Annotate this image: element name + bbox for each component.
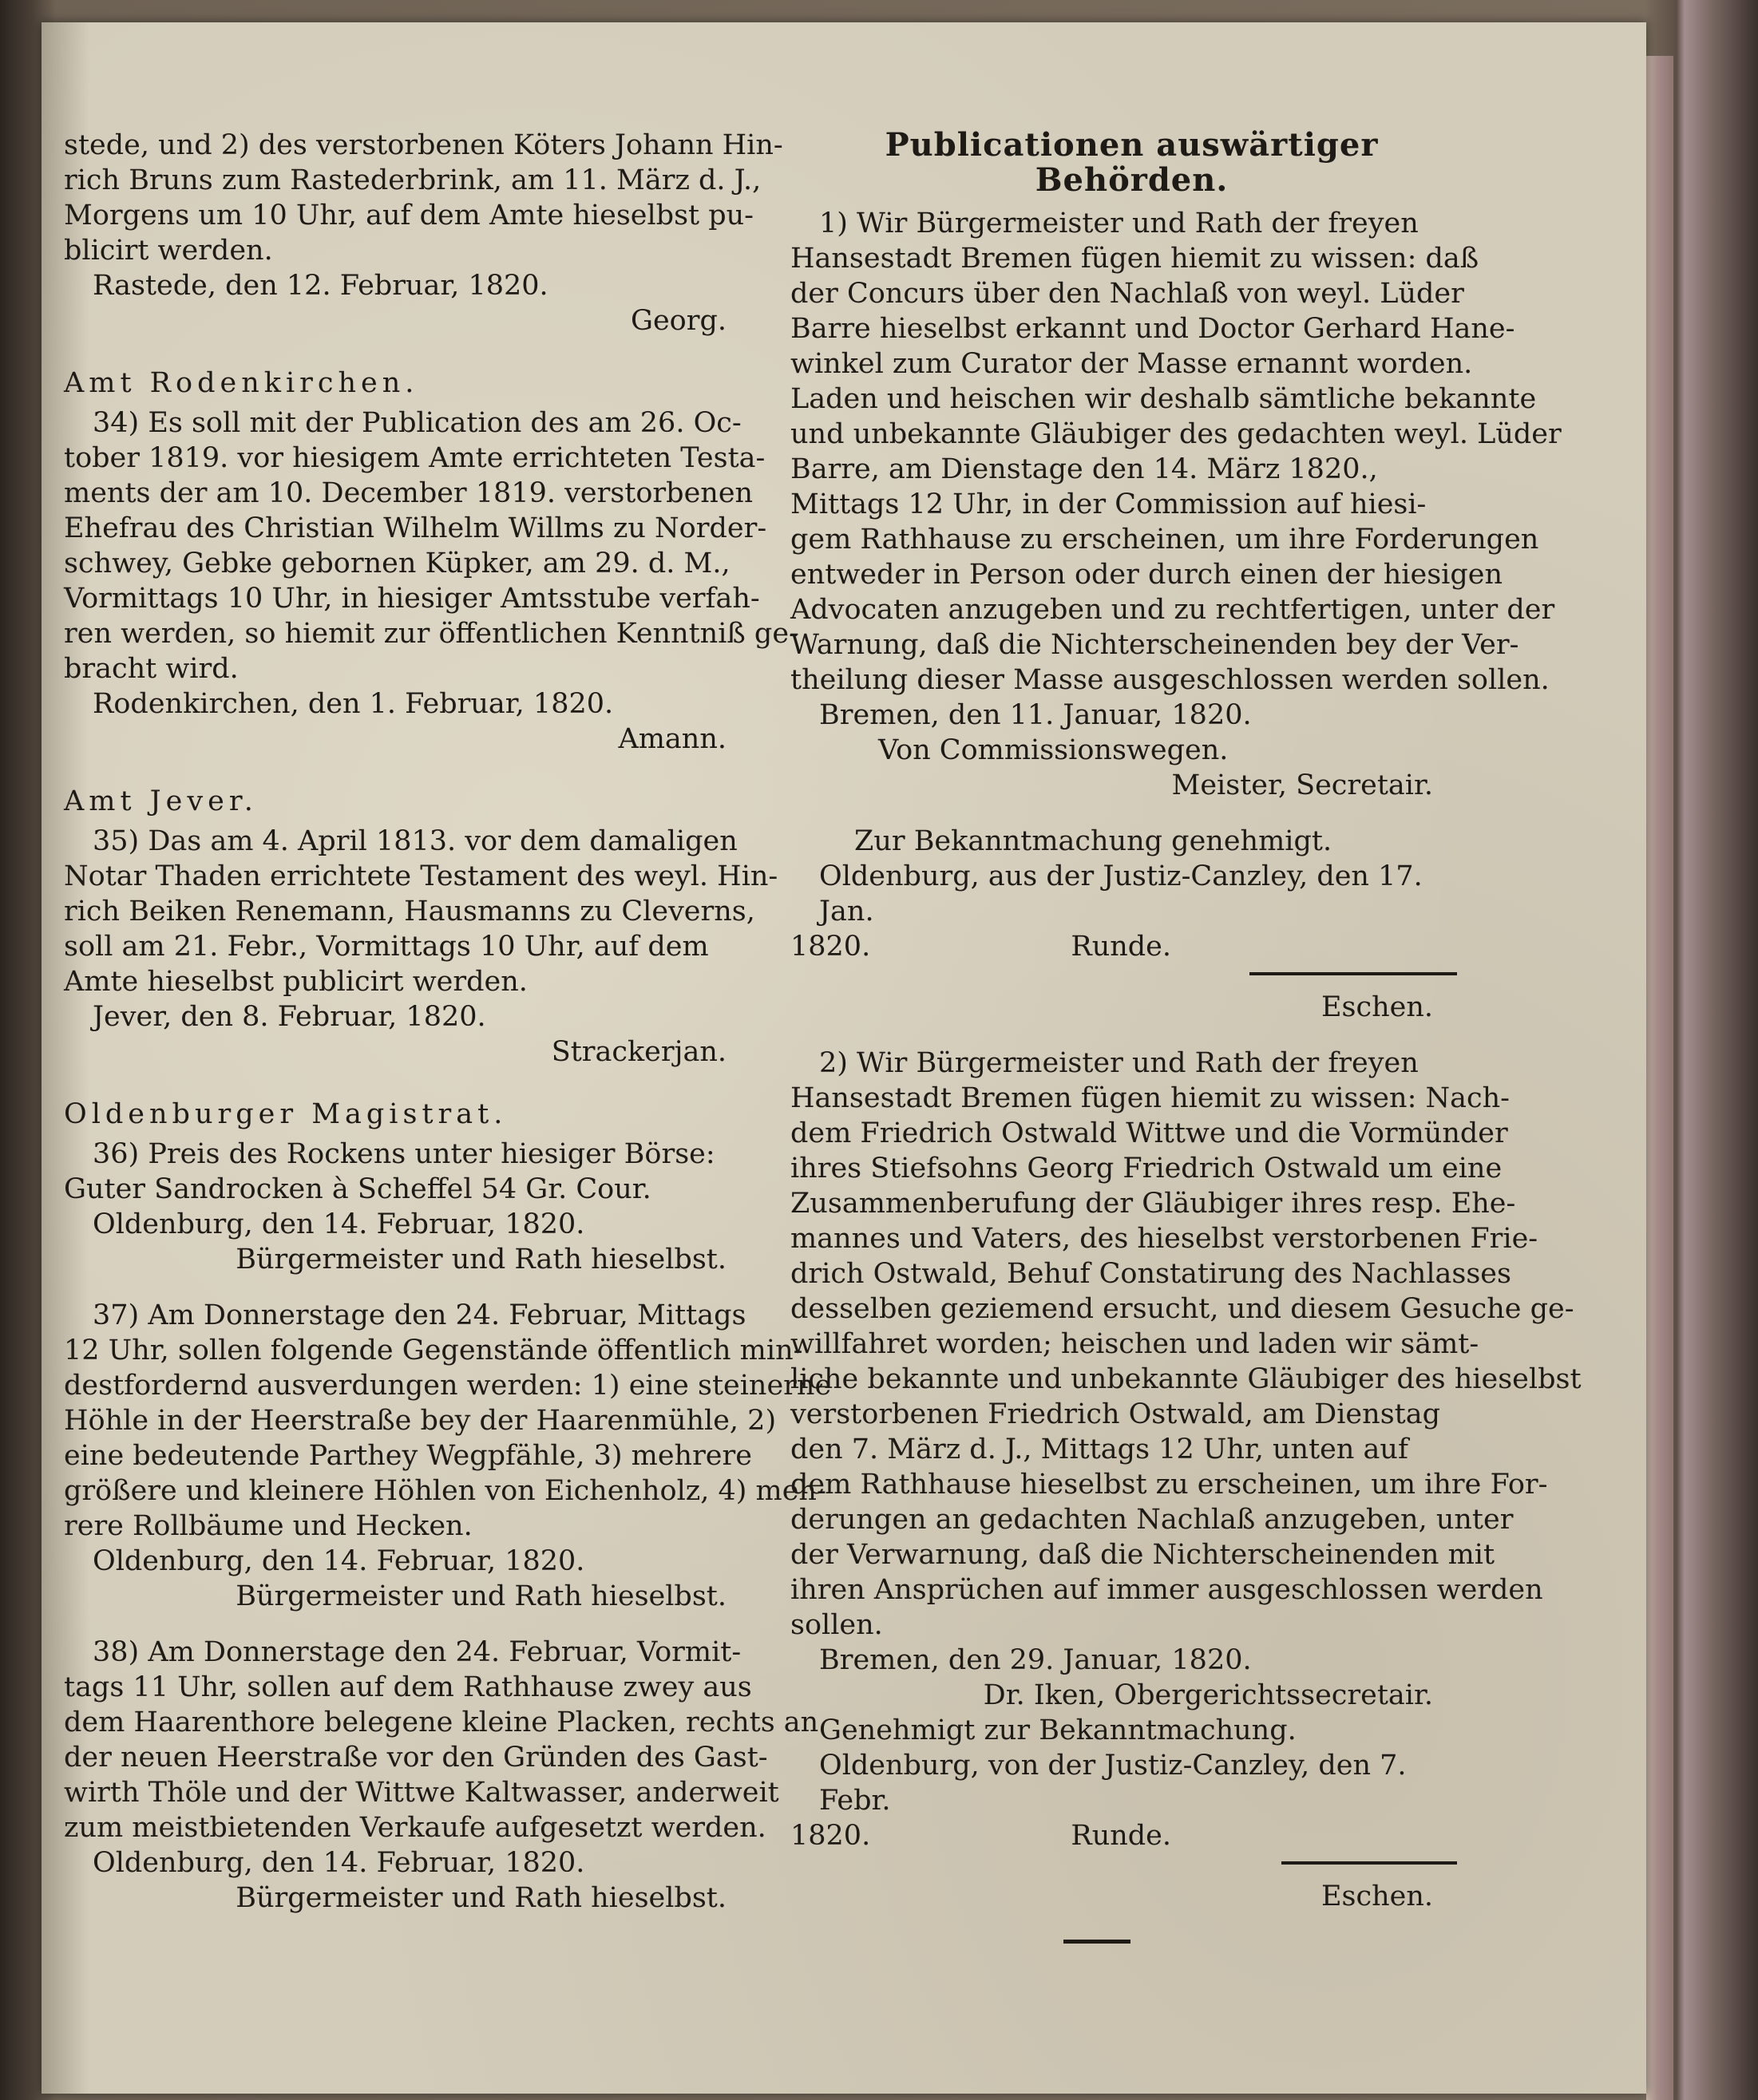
countersign: Eschen. (1320, 1881, 1433, 1912)
text-line: der neuen Heerstraße vor den Gründen des Gast- (64, 1742, 768, 1774)
text-line: 35) Das am 4. April 1813. vor dem damaligen (93, 825, 738, 857)
text-line: zum meistbietenden Verkaufe aufgesetzt werden. (64, 1812, 766, 1844)
notice-paragraph (64, 405, 798, 686)
place-date: Rodenkirchen, den 1. Februar, 1820. (93, 688, 614, 720)
text-line: mannes und Vaters, des hieselbst verstorbenen Frie- (790, 1223, 1538, 1255)
signature: Amann. (618, 723, 727, 755)
text-line: derungen an gedachten Nachlaß anzugeben, unter (790, 1504, 1514, 1536)
right-column (790, 126, 1582, 1914)
text-line: tober 1819. vor hiesigem Amte errichteten Testa- (64, 442, 766, 474)
text-line: Morgens um 10 Uhr, auf dem Amte hieselbst pu- (64, 200, 754, 231)
text-line: rich Bruns zum Rastederbrink, am 11. März d. J., (64, 164, 762, 196)
text-line: theilung dieser Masse ausgeschlossen werden sollen. (790, 664, 1550, 696)
chancery-year-line (790, 931, 1171, 963)
text-line: Barre hieselbst erkannt und Doctor Gerhard Hane- (790, 313, 1515, 345)
text-line: gem Rathhause zu erscheinen, um ihre Forderungen (790, 524, 1539, 556)
approval-line: Genehmigt zur Bekanntmachung. (819, 1714, 1297, 1746)
place-date: Oldenburg, den 14. Februar, 1820. (93, 1208, 585, 1240)
text-line: dem Rathhause hieselbst zu erscheinen, um ihre For- (790, 1469, 1548, 1501)
chancery-year: 1820. (790, 931, 871, 963)
end-rule (1063, 1940, 1130, 1944)
page-edge (1646, 56, 1673, 2100)
text-line: dem Friedrich Ostwald Wittwe und die Vormünder (790, 1117, 1508, 1149)
text-line: den 7. März d. J., Mittags 12 Uhr, unten auf (790, 1434, 1408, 1465)
text-line: Guter Sandrocken à Scheffel 54 Gr. Cour. (64, 1173, 651, 1205)
chancery-line: Oldenburg, von der Justiz-Canzley, den 7. Febr. (819, 1750, 1407, 1817)
notice-paragraph (64, 1137, 766, 1207)
section-heading: Amt Rodenkirchen. (64, 367, 419, 399)
intro-paragraph (64, 128, 783, 268)
place-date: Bremen, den 29. Januar, 1820. (819, 1644, 1252, 1676)
chancery-year-line (790, 1820, 1171, 1852)
text-line: 37) Am Donnerstage den 24. Februar, Mittags (93, 1299, 746, 1331)
text-line: desselben geziemend ersucht, und diesem Gesuche ge- (790, 1293, 1574, 1325)
signature: Georg. (630, 305, 727, 337)
text-line: Advocaten anzugeben und zu rechtfertigen, unter der (790, 594, 1555, 626)
text-line: der Concurs über den Nachlaß von weyl. Lüder (790, 278, 1464, 310)
text-line: sollen. (790, 1609, 883, 1641)
text-line: 34) Es soll mit der Publication des am 26. Oc- (93, 407, 742, 439)
section-heading: Oldenburger Magistrat. (64, 1098, 508, 1130)
text-line: Barre, am Dienstage den 14. März 1820., (790, 453, 1378, 485)
text-line: Warnung, daß die Nichterscheinenden bey der Ver- (790, 629, 1519, 661)
place-date: Rastede, den 12. Februar, 1820. (93, 270, 548, 302)
left-column (64, 128, 832, 1916)
text-line: Zusammenberufung der Gläubiger ihres resp. Ehe- (790, 1188, 1516, 1220)
chancery-name: Runde. (1071, 931, 1172, 963)
text-line: rich Beiken Renemann, Hausmanns zu Cleverns, (64, 896, 755, 927)
chancery-year: 1820. (790, 1820, 871, 1852)
text-line: stede, und 2) des verstorbenen Köters Johann Hin- (64, 129, 783, 161)
text-line: Ehefrau des Christian Wilhelm Willms zu Norder- (64, 512, 767, 544)
text-line: und unbekannte Gläubiger des gedachten weyl. Lüder (790, 418, 1562, 450)
text-line: Amte hieselbst publicirt werden. (64, 966, 528, 998)
text-line: größere und kleinere Höhlen von Eichenholz, 4) meh- (64, 1475, 826, 1507)
signature: Bürgermeister und Rath hieselbst. (236, 1882, 727, 1914)
place-date: Jever, den 8. Februar, 1820. (93, 1001, 486, 1033)
signature: Dr. Iken, Obergerichtssecretair. (983, 1679, 1433, 1711)
text-line: bracht wird. (64, 653, 239, 685)
notice-paragraph (64, 1635, 819, 1845)
text-line: wirth Thöle und der Wittwe Kaltwasser, anderweit (64, 1777, 779, 1809)
approval-line: Zur Bekanntmachung genehmigt. (854, 825, 1332, 857)
place-date: Bremen, den 11. Januar, 1820. (819, 699, 1252, 731)
notice-paragraph (790, 206, 1562, 698)
text-line: tags 11 Uhr, sollen auf dem Rathhause zwey aus (64, 1671, 752, 1703)
text-line: 1) Wir Bürgermeister und Rath der freyen (819, 208, 1419, 239)
chancery-line: Oldenburg, aus der Justiz-Canzley, den 17. Jan. (819, 860, 1423, 927)
column-heading: Publicationen auswärtiger Behörden. (885, 126, 1379, 199)
text-line: schwey, Gebke gebornen Küpker, am 29. d. M., (64, 548, 731, 579)
text-line: ihres Stiefsohns Georg Friedrich Ostwald um eine (790, 1153, 1503, 1184)
text-line: 12 Uhr, sollen folgende Gegenstände öffentlich min- (64, 1335, 803, 1366)
text-line: eine bedeutende Parthey Wegpfähle, 3) mehrere (64, 1440, 752, 1472)
text-line: 36) Preis des Rockens unter hiesiger Börse: (93, 1138, 715, 1170)
countersign: Eschen. (1320, 991, 1433, 1023)
text-line: Hansestadt Bremen fügen hiemit zu wissen: daß (790, 243, 1479, 275)
signature: Strackerjan. (551, 1036, 727, 1068)
text-line: soll am 21. Febr., Vormittags 10 Uhr, auf dem (64, 931, 709, 963)
text-line: rere Rollbäume und Hecken. (64, 1510, 473, 1542)
notice-paragraph (790, 1046, 1582, 1643)
text-line: Höhle in der Heerstraße bey der Haarenmühle, 2) (64, 1405, 777, 1437)
text-line: winkel zum Curator der Masse ernannt worden. (790, 348, 1473, 380)
text-line: ments der am 10. December 1819. verstorbenen (64, 477, 754, 509)
notice-paragraph (64, 1298, 832, 1544)
text-line: Notar Thaden errichtete Testament des weyl. Hin- (64, 860, 778, 892)
text-line: Laden und heischen wir deshalb sämtliche bekannte (790, 383, 1537, 415)
text-line: ihren Ansprüchen auf immer ausgeschlossen werden (790, 1574, 1543, 1606)
text-line: verstorbenen Friedrich Ostwald, am Dienstag (790, 1398, 1440, 1430)
divider-rule (1281, 1861, 1457, 1865)
chancery-name: Runde. (1071, 1820, 1172, 1852)
place-date: Oldenburg, den 14. Februar, 1820. (93, 1847, 585, 1879)
signature: Bürgermeister und Rath hieselbst. (236, 1580, 727, 1612)
commission-line: Von Commissionswegen. (878, 734, 1229, 766)
text-line: Vormittags 10 Uhr, in hiesiger Amtsstube verfah- (64, 583, 760, 615)
notice-paragraph (64, 824, 778, 999)
text-line: willfahret worden; heischen und laden wir sämt- (790, 1328, 1479, 1360)
text-line: entweder in Person oder durch einen der hiesigen (790, 559, 1503, 591)
text-line: drich Ostwald, Behuf Constatirung des Nachlasses (790, 1258, 1511, 1290)
divider-rule (1249, 972, 1457, 975)
text-line: dem Haarenthore belegene kleine Placken, rechts an (64, 1706, 819, 1738)
signature: Meister, Secretair. (1171, 769, 1433, 801)
text-line: Mittags 12 Uhr, in der Commission auf hiesi- (790, 488, 1427, 520)
signature: Bürgermeister und Rath hieselbst. (236, 1244, 727, 1275)
place-date: Oldenburg, den 14. Februar, 1820. (93, 1545, 585, 1577)
text-line: destfordernd ausverdungen werden: 1) eine steinerne (64, 1370, 832, 1402)
text-line: Hansestadt Bremen fügen hiemit zu wissen: Nach- (790, 1082, 1510, 1114)
text-line: ren werden, so hiemit zur öffentlichen Kenntniß ge- (64, 618, 798, 650)
text-line: 38) Am Donnerstage den 24. Februar, Vormit- (93, 1636, 742, 1668)
text-line: 2) Wir Bürgermeister und Rath der freyen (819, 1047, 1419, 1079)
text-line: liche bekannte und unbekannte Gläubiger des hieselbst (790, 1363, 1582, 1395)
text-line: der Verwarnung, daß die Nichterscheinenden mit (790, 1539, 1495, 1571)
section-heading: Amt Jever. (64, 785, 258, 817)
text-line: blicirt werden. (64, 235, 273, 267)
